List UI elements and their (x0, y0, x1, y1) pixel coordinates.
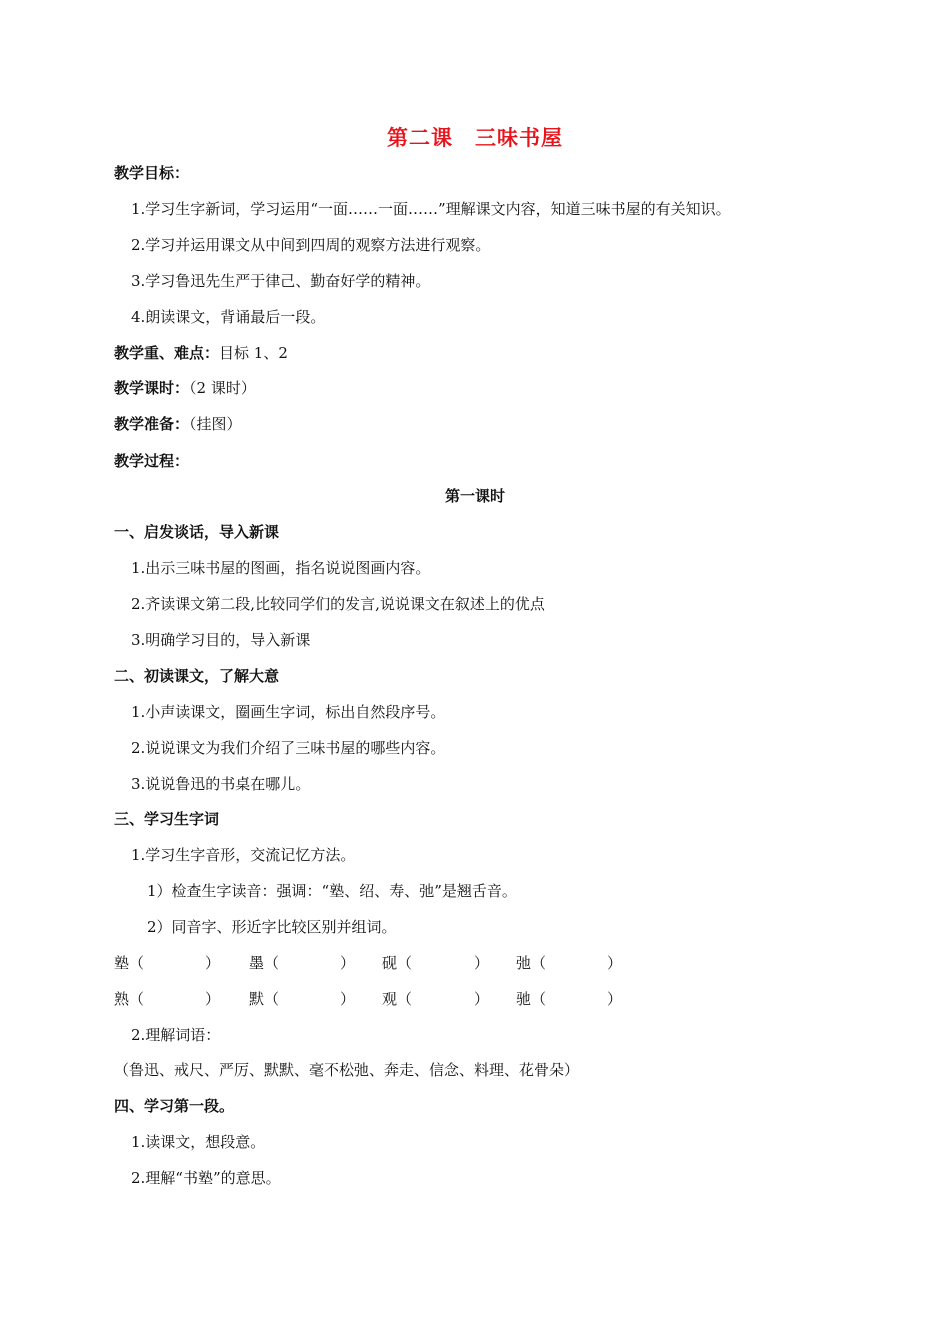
key-points-value: 目标 1、2 (219, 344, 288, 362)
blank-close: ） (607, 954, 623, 972)
section-heading: 三、学习生字词 (114, 810, 220, 828)
objective-item: 1.学习生字新词，学习运用“一面……一面……”理解课文内容，知道三味书屋的有关知识。 (131, 200, 731, 218)
title-lesson-number: 第二课 (387, 126, 453, 150)
list-item: 3.明确学习目的，导入新课 (131, 631, 311, 649)
blank-close: ） (474, 990, 490, 1008)
objective-item: 2.学习并运用课文从中间到四周的观察方法进行观察。 (131, 236, 491, 254)
character-cell: 默（ (249, 990, 280, 1008)
list-item: 1.学习生字音形，交流记忆方法。 (131, 846, 356, 864)
character-cell: 观（ (382, 990, 413, 1008)
vocabulary-list: （鲁迅、戒尺、严厉、默默、毫不松弛、奔走、信念、料理、花骨朵） (114, 1061, 580, 1079)
list-item: 1.出示三味书屋的图画，指名说说图画内容。 (131, 559, 431, 577)
character-cell: 弛（ (516, 954, 547, 972)
key-points-label: 教学重、难点： (114, 344, 220, 362)
class-hours (114, 378, 256, 398)
list-item: 2.理解词语： (131, 1026, 221, 1044)
list-item: 2.齐读课文第二段,比较同学们的发言,说说课文在叙述上的优点 (131, 595, 545, 613)
objective-item: 4.朗读课文，背诵最后一段。 (131, 308, 326, 326)
preparation-value: （挂图） (189, 415, 242, 433)
blank-close: ） (205, 954, 221, 972)
objective-item: 3.学习鲁迅先生严于律己、勤奋好学的精神。 (131, 272, 431, 290)
process-heading: 教学过程： (114, 452, 190, 470)
section-heading: 二、初读课文，了解大意 (114, 667, 280, 685)
key-points (114, 343, 288, 363)
preparation-label: 教学准备： (114, 415, 190, 433)
preparation (114, 414, 242, 434)
objectives-heading: 教学目标： (114, 164, 190, 182)
class-hours-label: 教学课时： (114, 379, 190, 397)
list-item: 2.说说课文为我们介绍了三味书屋的哪些内容。 (131, 739, 446, 757)
sub-item: 2）同音字、形近字比较区别并组词。 (147, 918, 397, 936)
character-cell: 熟（ (114, 990, 145, 1008)
list-item: 1.小声读课文，圈画生字词，标出自然段序号。 (131, 703, 446, 721)
blank-close: ） (474, 954, 490, 972)
blank-close: ） (607, 990, 623, 1008)
blank-close: ） (340, 954, 356, 972)
section-heading: 四、学习第一段。 (114, 1097, 235, 1115)
lesson-heading: 第一课时 (444, 487, 505, 505)
character-cell: 驰（ (516, 990, 547, 1008)
character-cell: 墨（ (249, 954, 280, 972)
section-heading: 一、启发谈话，导入新课 (114, 523, 280, 541)
list-item: 3.说说鲁迅的书桌在哪儿。 (131, 775, 311, 793)
character-cell: 砚（ (382, 954, 413, 972)
blank-close: ） (205, 990, 221, 1008)
class-hours-value: （2 课时） (189, 379, 256, 397)
list-item: 1.读课文，想段意。 (131, 1133, 266, 1151)
list-item: 2.理解“书塾”的意思。 (131, 1169, 281, 1187)
title-lesson-name: 三味书屋 (475, 126, 563, 150)
character-cell: 塾（ (114, 954, 145, 972)
sub-item: 1）检查生字读音：强调：“塾、绍、寿、弛”是翘舌音。 (147, 882, 517, 900)
page-title (0, 122, 950, 152)
blank-close: ） (340, 990, 356, 1008)
